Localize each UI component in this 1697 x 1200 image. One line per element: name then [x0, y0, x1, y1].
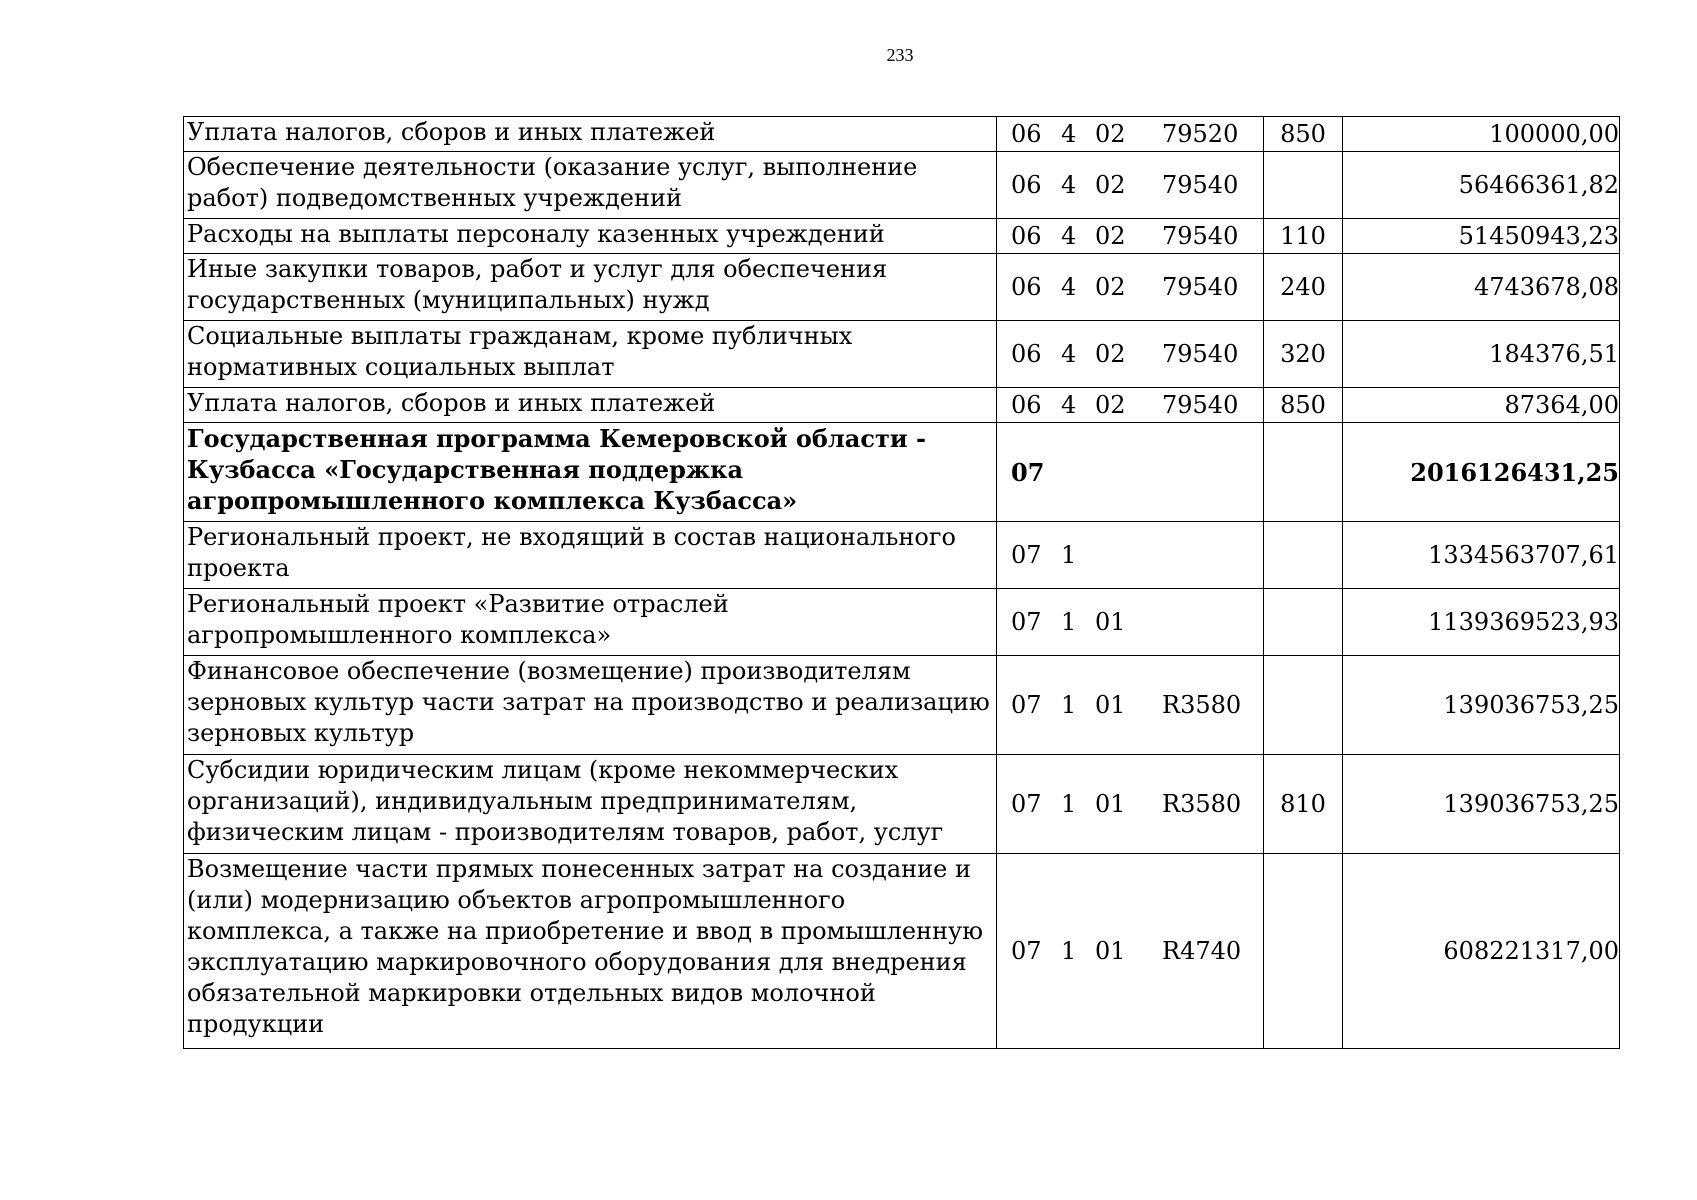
code-program: 06	[1011, 390, 1042, 419]
row-codes	[997, 755, 1264, 854]
code-direction: R4740	[1162, 936, 1242, 965]
row-description: Субсидии юридическим лицам (кроме некоммерческих организаций), индивидуальным предпринимателям, физическим лицам - производителям товаров, работ, услуг	[184, 755, 997, 854]
code-subprogram: 4	[1061, 221, 1077, 250]
page-number: 233	[886, 45, 914, 65]
row-description: Уплата налогов, сборов и иных платежей	[184, 117, 997, 152]
table-row	[184, 254, 1620, 321]
row-description: Обеспечение деятельности (оказание услуг, выполнение работ) подведомственных учреждений	[184, 152, 997, 219]
expense-type	[1264, 152, 1343, 219]
code-program: 06	[1011, 272, 1042, 301]
amount: 608221317,00	[1343, 854, 1620, 1049]
code-program: 07	[1011, 607, 1042, 636]
amount: 56466361,82	[1343, 152, 1620, 219]
expense-type	[1264, 656, 1343, 755]
table-row	[184, 589, 1620, 656]
row-codes	[997, 152, 1264, 219]
code-program: 06	[1011, 339, 1042, 368]
row-codes	[997, 219, 1264, 254]
code-direction: 79540	[1162, 390, 1239, 419]
amount: 139036753,25	[1343, 755, 1620, 854]
table-row	[184, 152, 1620, 219]
table-row	[184, 219, 1620, 254]
code-event: 02	[1095, 390, 1126, 419]
code-subprogram: 4	[1061, 119, 1077, 148]
amount: 4743678,08	[1343, 254, 1620, 321]
budget-table	[183, 116, 1620, 1049]
code-event: 01	[1095, 789, 1126, 818]
code-subprogram: 1	[1061, 690, 1077, 719]
code-direction: 79540	[1162, 272, 1239, 301]
row-codes	[997, 423, 1264, 522]
code-program: 07	[1011, 457, 1045, 487]
code-event: 01	[1095, 607, 1126, 636]
row-description: Государственная программа Кемеровской области - Кузбасса «Государственная поддержка агропромышленного комплекса Кузбасса»	[184, 423, 997, 522]
row-codes	[997, 321, 1264, 388]
code-event: 02	[1095, 221, 1126, 250]
expense-type: 810	[1264, 755, 1343, 854]
amount: 2016126431,25	[1343, 423, 1620, 522]
row-description: Иные закупки товаров, работ и услуг для обеспечения государственных (муниципальных) нужд	[184, 254, 997, 321]
row-codes	[997, 656, 1264, 755]
code-program: 07	[1011, 789, 1042, 818]
code-direction: 79540	[1162, 170, 1239, 199]
expense-type	[1264, 589, 1343, 656]
row-description: Расходы на выплаты персоналу казенных учреждений	[184, 219, 997, 254]
amount: 1139369523,93	[1343, 589, 1620, 656]
amount: 184376,51	[1343, 321, 1620, 388]
code-subprogram: 1	[1061, 789, 1077, 818]
code-subprogram: 4	[1061, 339, 1077, 368]
amount: 100000,00	[1343, 117, 1620, 152]
row-description: Региональный проект, не входящий в состав национального проекта	[184, 522, 997, 589]
expense-type: 240	[1264, 254, 1343, 321]
row-codes	[997, 388, 1264, 423]
table-row	[184, 755, 1620, 854]
row-description: Возмещение части прямых понесенных затрат на создание и (или) модернизацию объектов агропромышленного комплекса, а также на приобретение и ввод в промышленную эксплуатацию маркировочного оборудования для внедрения обязательной маркировки отдельных видов молочной продукции	[184, 854, 997, 1049]
row-codes	[997, 589, 1264, 656]
expense-type: 850	[1264, 388, 1343, 423]
row-codes	[997, 522, 1264, 589]
table-row	[184, 117, 1620, 152]
expense-type	[1264, 854, 1343, 1049]
expense-type: 320	[1264, 321, 1343, 388]
table-row	[184, 854, 1620, 1049]
expense-type	[1264, 423, 1343, 522]
row-description: Финансовое обеспечение (возмещение) производителям зерновых культур части затрат на производство и реализацию зерновых культур	[184, 656, 997, 755]
amount: 51450943,23	[1343, 219, 1620, 254]
code-program: 06	[1011, 119, 1042, 148]
code-subprogram: 4	[1061, 272, 1077, 301]
table-row	[184, 656, 1620, 755]
table-row	[184, 522, 1620, 589]
table-row	[184, 321, 1620, 388]
code-event: 02	[1095, 170, 1126, 199]
amount: 1334563707,61	[1343, 522, 1620, 589]
amount: 139036753,25	[1343, 656, 1620, 755]
code-direction: R3580	[1162, 789, 1242, 818]
code-event: 02	[1095, 272, 1126, 301]
code-direction: 79540	[1162, 221, 1239, 250]
row-codes	[997, 117, 1264, 152]
expense-type	[1264, 522, 1343, 589]
row-description: Уплата налогов, сборов и иных платежей	[184, 388, 997, 423]
code-event: 02	[1095, 339, 1126, 368]
code-direction: R3580	[1162, 690, 1242, 719]
code-event: 01	[1095, 690, 1126, 719]
code-subprogram: 4	[1061, 170, 1077, 199]
row-description: Социальные выплаты гражданам, кроме публичных нормативных социальных выплат	[184, 321, 997, 388]
table-row-program	[184, 423, 1620, 522]
code-subprogram: 1	[1061, 936, 1077, 965]
code-subprogram: 1	[1061, 540, 1077, 569]
code-direction: 79540	[1162, 339, 1239, 368]
expense-type: 850	[1264, 117, 1343, 152]
code-direction: 79520	[1162, 119, 1239, 148]
expense-type: 110	[1264, 219, 1343, 254]
row-description: Региональный проект «Развитие отраслей агропромышленного комплекса»	[184, 589, 997, 656]
code-program: 07	[1011, 540, 1042, 569]
code-program: 06	[1011, 170, 1042, 199]
row-codes	[997, 254, 1264, 321]
table-row	[184, 388, 1620, 423]
row-codes	[997, 854, 1264, 1049]
amount: 87364,00	[1343, 388, 1620, 423]
code-subprogram: 4	[1061, 390, 1077, 419]
code-program: 06	[1011, 221, 1042, 250]
code-event: 01	[1095, 936, 1126, 965]
code-program: 07	[1011, 690, 1042, 719]
code-program: 07	[1011, 936, 1042, 965]
code-event: 02	[1095, 119, 1126, 148]
code-subprogram: 1	[1061, 607, 1077, 636]
